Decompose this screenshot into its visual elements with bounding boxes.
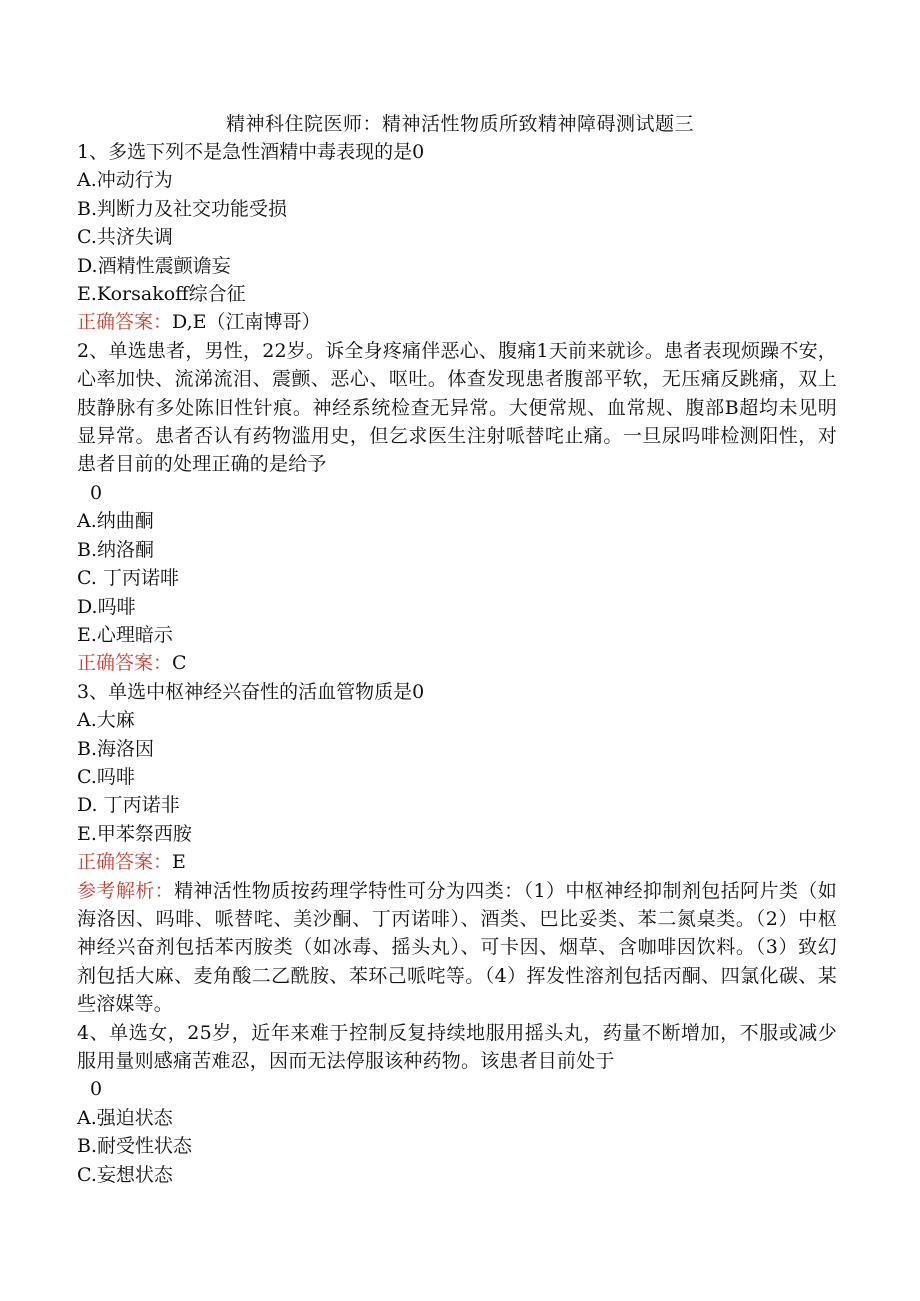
question-4-stem: 4、单选女，25岁，近年来难于控制反复持续地服用摇头丸，药量不断增加，不服或减少服用量则感痛苦难忍，因而无法停服该种药物。该患者目前处于 xyxy=(77,1021,837,1072)
document-title: 精神科住院医师：精神活性物质所致精神障碍测试题三 xyxy=(225,113,694,135)
q1-answer xyxy=(77,308,837,336)
q2-option-c: C. 丁丙诺啡 xyxy=(77,567,179,590)
q3-option-c: C.吗啡 xyxy=(77,765,135,788)
document-body xyxy=(77,138,837,1189)
answer-label: 正确答案： xyxy=(77,851,173,874)
q1-answer-value: D,E（江南博哥） xyxy=(172,311,321,334)
q3-answer-value: E xyxy=(172,851,186,874)
answer-label: 正确答案： xyxy=(77,652,173,675)
q1-option-e: E.Korsakoff综合征 xyxy=(77,283,246,306)
question-1-stem: 1、多选下列不是急性酒精中毒表现的是0 xyxy=(77,141,425,163)
q1-option-c: C.共济失调 xyxy=(77,226,173,249)
question-3-stem: 3、单选中枢神经兴奋性的活血管物质是0 xyxy=(77,680,425,703)
q2-option-e: E.心理暗示 xyxy=(77,623,173,646)
q3-answer xyxy=(77,848,837,876)
q3-option-e: E.甲苯祭西胺 xyxy=(77,822,192,845)
q3-option-b: B.海洛因 xyxy=(77,737,155,760)
q2-answer-value: C xyxy=(172,652,187,675)
q3-option-d: D. 丁丙诺非 xyxy=(77,794,180,817)
q1-option-b: B.判断力及社交功能受损 xyxy=(77,197,288,220)
answer-label: 正确答案： xyxy=(77,311,173,334)
q3-option-a: A.大麻 xyxy=(77,709,135,732)
question-2-stem: 2、单选患者，男性，22岁。诉全身疼痛伴恶心、腹痛1天前来就诊。患者表现烦躁不安，心率加快、流涕流泪、震颤、恶心、呕吐。体查发现患者腹部平软，无压痛反跳痛，双上肢静脉有多处陈旧性针痕。神经系统检查无异常。大便常规、血常规、腹部B超均未见明显异常。患者否认有药物滥用史，但乞求医生注射哌替咤止痛。一旦尿吗啡检测阳性，对患者目前的处理正确的是给予 xyxy=(77,339,837,476)
analysis-label: 参考解析： xyxy=(77,879,175,902)
q2-option-b: B.纳洛酮 xyxy=(77,538,155,561)
q2-option-a: A.纳曲酮 xyxy=(77,510,154,533)
q4-option-c: C.妄想状态 xyxy=(77,1163,173,1186)
q2-option-d: D.吗啡 xyxy=(77,595,136,618)
question-2-stem-tail: 0 xyxy=(90,481,103,504)
q4-option-a: A.强迫状态 xyxy=(77,1106,173,1129)
q4-option-b: B.耐受性状态 xyxy=(77,1135,193,1158)
question-4-stem-tail: 0 xyxy=(90,1078,103,1101)
q3-analysis-text: 精神活性物质按药理学特性可分为四类：（1）中枢神经抑制剂包括阿片类（如海洛因、吗啡、哌替咤、美沙酮、丁丙诺啡）、酒类、巴比妥类、苯二氮桌类。（2）中枢神经兴奋剂包括苯丙胺类（如冰毒、摇头丸）、可卡因、烟草、含咖啡因饮料。（3）致幻剂包括大麻、麦角酸二乙酰胺、苯环己哌咤等。（4）挥发性溶剂包括丙酮、四氯化碳、某些溶媒等。 xyxy=(77,879,837,1016)
q3-analysis xyxy=(77,877,837,1019)
q2-answer xyxy=(77,649,837,677)
q1-option-d: D.酒精性震颤谵妄 xyxy=(77,254,231,277)
q1-option-a: A.冲动行为 xyxy=(77,169,173,192)
